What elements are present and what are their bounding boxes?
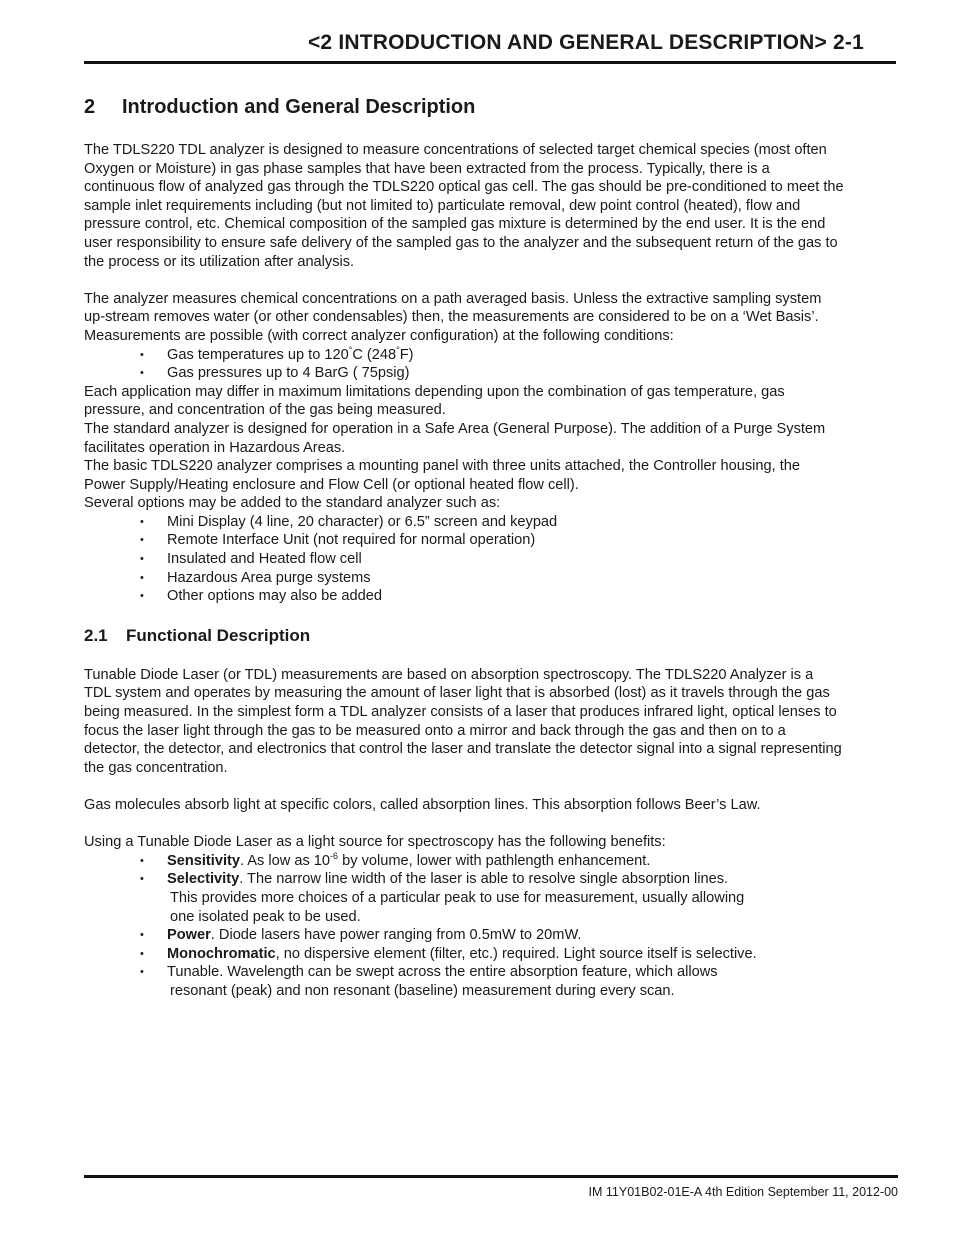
- bullet-icon: •: [140, 571, 144, 584]
- intro-paragraph-7: Several options may be added to the standard analyzer such as:: [84, 495, 501, 512]
- subsection-heading: [84, 626, 844, 646]
- list-item: • Other options may also be added: [140, 588, 382, 605]
- bullet-icon: •: [140, 367, 144, 380]
- section-title: Introduction and General Description: [122, 96, 476, 118]
- list-item: • Sensitivity. As low as $10^{-6}$ by volume, lower with pathlength enhancement.: [140, 850, 651, 869]
- section-heading: [84, 96, 844, 119]
- list-item: • Selectivity. The narrow line width of the laser is able to resolve single absorption lines. This provides more choices of a particular peak to use for measurement, usually allowing one isolated peak to be used.: [140, 871, 745, 925]
- list-item: • Gas temperatures up to 120°C (248°F): [140, 344, 414, 363]
- bullet-icon: •: [140, 534, 144, 547]
- bullet-icon: •: [140, 515, 144, 528]
- header-rule: [84, 61, 896, 64]
- bullet-icon: •: [140, 854, 144, 867]
- list-item: • Tunable. Wavelength can be swept across the entire absorption feature, which allows resonant (peak) and non resonant (baseline) measurement during every scan.: [140, 964, 718, 999]
- list-item: • Remote Interface Unit (not required for normal operation): [140, 532, 536, 549]
- list-item: • Mini Display (4 line, 20 character) or 6.5” screen and keypad: [140, 513, 558, 530]
- conditions-list: [84, 346, 844, 383]
- bullet-icon: •: [140, 873, 144, 886]
- footer-rule: [84, 1175, 898, 1178]
- functional-paragraph-2: Gas molecules absorb light at specific colors, called absorption lines. This absorption follows Beer’s Law.: [84, 797, 761, 813]
- intro-paragraph-6: The basic TDLS220 analyzer comprises a mounting panel with three units attached, the Controller housing, the Power Supply/Heating enclosure and Flow Cell (or optional heated flow cell).: [84, 458, 801, 493]
- bullet-icon: •: [140, 553, 144, 566]
- intro-paragraph-3: Measurements are possible (with correct analyzer configuration) at the following conditions:: [84, 327, 674, 344]
- page-header-title: <2 INTRODUCTION AND GENERAL DESCRIPTION> 2-1: [307, 31, 864, 54]
- intro-paragraph-2: The analyzer measures chemical concentrations on a path averaged basis. Unless the extractive sampling system up-stream removes water (or other condensables) then, the measurements are considered to be on a ‘Wet Basis’.: [84, 290, 822, 326]
- list-item: • Monochromatic, no dispersive element (filter, etc.) required. Light source itself is selective.: [140, 945, 757, 962]
- bullet-icon: •: [140, 966, 144, 979]
- intro-paragraph-4: Each application may differ in maximum limitations depending upon the combination of gas temperature, gas pressure, and concentration of the gas being measured.: [84, 383, 785, 419]
- options-list: [84, 513, 844, 606]
- list-item: • Gas pressures up to 4 BarG ( 75psig): [140, 365, 410, 382]
- bullet-icon: •: [140, 929, 144, 942]
- section-number: 2: [84, 96, 96, 118]
- list-item: • Insulated and Heated flow cell: [140, 551, 362, 568]
- subsection-title: Functional Description: [126, 625, 311, 645]
- functional-paragraph-3: Using a Tunable Diode Laser as a light source for spectroscopy has the following benefits:: [84, 834, 666, 851]
- bullet-icon: •: [140, 348, 144, 361]
- list-item: • Power. Diode lasers have power ranging from 0.5mW to 20mW.: [140, 927, 582, 944]
- bullet-icon: •: [140, 590, 144, 603]
- footer-document-id: IM 11Y01B02-01E-A 4th Edition September 11, 2012-00: [588, 1185, 898, 1199]
- intro-paragraph-1: The TDLS220 TDL analyzer is designed to measure concentrations of selected target chemical species (most often Oxygen or Moisture) in gas phase samples that have been extracted from the process. Typically, there is a continuous flow of analyzed gas through the TDLS220 optical gas cell. The gas should be pre-conditioned to meet the sample inlet requirements including (but not limited to) particulate removal, dew point control (heated), flow and pressure control, etc. Chemical composition of the sampled gas mixture is determined by the end user. It is the end user responsibility to ensure safe delivery of the sampled gas to the analyzer and the subsequent return of the gas to the process or its utilization after analysis.: [84, 142, 844, 270]
- functional-paragraph-1: Tunable Diode Laser (or TDL) measurements are based on absorption spectroscopy. The TDLS220 Analyzer is a TDL system and operates by measuring the amount of laser light that is absorbed (lost) as it travels through the gas being measured. In the simplest form a TDL analyzer consists of a laser that produces infrared light, optical lenses to focus the laser light through the gas to be measured onto a mirror and back through the gas and then on to a detector, the detector, and electronics that control the laser and translate the detector signal into a signal representing the gas concentration.: [84, 666, 842, 776]
- page-content: [84, 96, 844, 1001]
- list-item: • Hazardous Area purge systems: [140, 569, 371, 586]
- benefits-list: [84, 852, 844, 1001]
- subsection-number: 2.1: [84, 625, 108, 645]
- intro-paragraph-5: The standard analyzer is designed for operation in a Safe Area (General Purpose). The addition of a Purge System facilitates operation in Hazardous Areas.: [84, 420, 826, 456]
- bullet-icon: •: [140, 947, 144, 960]
